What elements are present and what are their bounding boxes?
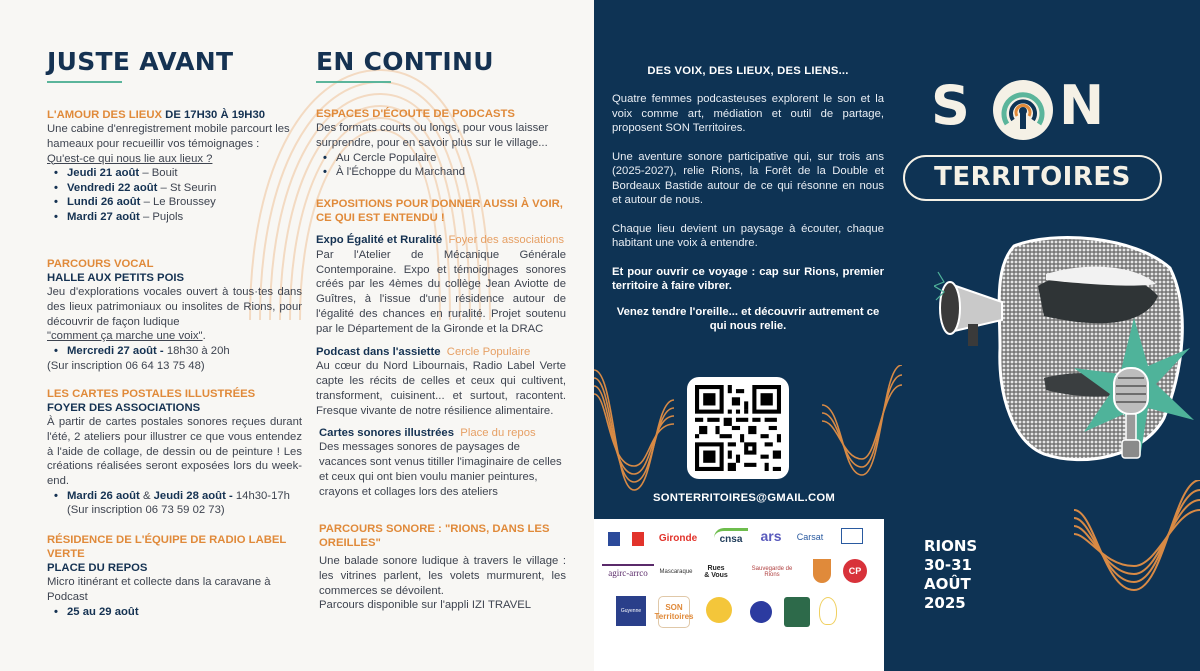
event-year: 2025 bbox=[924, 594, 966, 612]
partner-logos bbox=[594, 519, 884, 671]
list-item: • 25 au 29 août bbox=[54, 605, 302, 620]
list-item: • Au Cercle Populaire bbox=[323, 151, 566, 166]
amour-hours: DE 17H30 À 19H30 bbox=[162, 109, 266, 121]
parcours-vocal-section: PARCOURS VOCAL HALLE AUX PETITS POIS Jeu d'explorations vocales ouvert à tous·tes dans des lieux patrimoniaux ou insolites de Rions, pour découvrir de façon ludique "comment ça marche une voix". • Mercredi 27 août - 18h30 à 20h (Sur inscription 06 64 13 75 48) bbox=[47, 257, 302, 373]
program-panel bbox=[0, 0, 594, 671]
event-date bbox=[924, 537, 977, 613]
parcours-sonore-section bbox=[316, 522, 566, 613]
broadcast-icon bbox=[993, 80, 1053, 140]
podcasts-text: Des formats courts ou longs, pour vous laisser surprendre, pour en savoir plus sur le village... bbox=[316, 122, 549, 149]
logo-chant-libre bbox=[746, 597, 776, 627]
parcours-heading: PARCOURS SONORE : "RIONS, DANS LES OREILLES" bbox=[319, 523, 550, 549]
cartes-postales-section bbox=[47, 387, 302, 518]
logo-carsat: Carsat bbox=[796, 532, 824, 542]
list-item: • Vendredi 22 août – St Seurin bbox=[54, 181, 302, 196]
expo-item: Podcast dans l'assiette Cercle Populaire Au cœur du Nord Libournais, Radio Label Verte capte les récits de celles et ceux qui cultivent, transforment, cuisinent... et surtout, racontent. Fresque vivante de notre résilience alimentaire. bbox=[316, 345, 566, 417]
cartes-place: FOYER DES ASSOCIATIONS bbox=[47, 402, 201, 414]
parcours-text: Une balade sonore ludique à travers le village : les vitrines parlent, les volets murmurent, les commerces se dévoilent. bbox=[319, 555, 566, 597]
logo-son-territoires: SON Territoires bbox=[658, 596, 690, 628]
juste-avant-title: JUSTE AVANT bbox=[47, 47, 234, 76]
qr-code-icon bbox=[695, 385, 781, 471]
list-item: • Lundi 26 août – Le Broussey bbox=[54, 195, 302, 210]
podcasts-heading: ESPACES D'ÉCOUTE DE PODCASTS bbox=[316, 108, 515, 120]
logo-lacher-la-farandole bbox=[698, 593, 740, 627]
sound-wave-right-icon bbox=[822, 365, 902, 485]
presentation-text: DES VOIX, DES LIEUX, DES LIENS... Quatre femmes podcasteuses explorent le son et la voix comme art, médiation et outil de partage, proposent SON Territoires. Une aventure sonore participative qui, sur trois ans (2025-2027), relie Rions, la Forêt de la Double et Bordeaux Bastide autour de ce qui résonne en nous et autour de nous. Chaque lieu devient un paysage à écouter, chaque habitant une voix à entendre. Et pour ouvrir ce voyage : cap sur Rions, premier territoire à faire vibrer. Venez tendre l'oreille... et découvrir autrement ce qui nous relie. bbox=[612, 65, 884, 332]
expo-item: Expo Égalité et Ruralité Foyer des associations Par l'Atelier de Mécanique Générale Contemporaine. Expo et témoignages sonores créés par les 4èmes du collège Jean Aviotte de Guîtres, à l'issue d'une résidence autour de l'égalité des chances en ruralité. Projet soutenu par le Département de la Gironde et la DRAC bbox=[316, 234, 566, 335]
vocal-place: HALLE AUX PETITS POIS bbox=[47, 272, 185, 284]
podcasts-section bbox=[316, 107, 566, 180]
logo-ars: ars bbox=[760, 528, 782, 544]
amour-heading: L'AMOUR DES LIEUX bbox=[47, 109, 163, 121]
mouth-microphone-illustration-icon bbox=[934, 228, 1200, 480]
list-item: • Mardi 27 août – Pujols bbox=[54, 210, 302, 225]
residence-place: PLACE DU REPOS bbox=[47, 562, 148, 574]
event-place: RIONS bbox=[924, 537, 978, 555]
logo-rues-et-vous: Rues & Vous bbox=[704, 565, 728, 579]
territoires-badge: TERRITOIRES bbox=[903, 155, 1162, 201]
presentation-title: DES VOIX, DES LIEUX, DES LIENS... bbox=[647, 65, 849, 77]
expositions-heading: EXPOSITIONS POUR DONNER AUSSI À VOIR, CE QUI EST ENTENDU ! bbox=[316, 198, 563, 224]
logo-mascaraque: Mascaraque bbox=[659, 569, 693, 575]
sound-wave-bottom-icon bbox=[1074, 480, 1200, 600]
logo-gironde: Gironde bbox=[658, 532, 698, 544]
amour-des-lieux-section bbox=[47, 108, 302, 224]
residence-text: Micro itinérant et collecte dans la caravane à Podcast bbox=[47, 576, 271, 603]
logo-unknown-1 bbox=[841, 528, 863, 544]
vocal-text: Jeu d'explorations vocales ouvert à tous·tes dans des lieux patrimoniaux ou insolites de Rions, pour découvrir de façon ludique bbox=[47, 286, 302, 328]
list-item: • Jeudi 21 août – Bouit bbox=[54, 166, 302, 181]
amour-question-link: Qu'est-ce qui nous lie aux lieux ? bbox=[47, 152, 213, 165]
cartes-heading: LES CARTES POSTALES ILLUSTRÉES bbox=[47, 388, 256, 400]
vocal-link: "comment ça marche une voix" bbox=[47, 330, 203, 343]
en-continu-column bbox=[316, 0, 566, 612]
vocal-inscription: (Sur inscription 06 64 13 75 48) bbox=[47, 359, 205, 372]
title-underline bbox=[47, 81, 122, 83]
list-item: • Mardi 26 août & Jeudi 28 août - 14h30-17h (Sur inscription 06 73 59 02 73) bbox=[54, 489, 302, 518]
en-continu-title: EN CONTINU bbox=[316, 47, 494, 76]
contact-email[interactable]: SONTERRITOIRES@GMAIL.COM bbox=[653, 492, 835, 504]
cartes-text: À partir de cartes postales sonores reçues durant l'été, 2 ateliers pour illustrer ce que vous entendez à l'aide de collage, de dessin ou de peinture ! Les créations réalisées seront exposées lors du week-end. bbox=[47, 416, 302, 488]
logo-unknown-2 bbox=[819, 597, 837, 625]
residence-section bbox=[47, 533, 302, 619]
logo-republique-francaise bbox=[608, 528, 644, 550]
amour-dates-list bbox=[54, 166, 302, 224]
expositions-section bbox=[316, 197, 566, 500]
juste-avant-column bbox=[47, 0, 302, 618]
list-item: • À l'Échoppe du Marchand bbox=[323, 165, 566, 180]
logo-cnsa: cnsa bbox=[714, 528, 748, 548]
list-item: • Mercredi 27 août - 18h30 à 20h bbox=[54, 344, 302, 359]
logo-cp: CP bbox=[843, 559, 867, 583]
residence-heading: RÉSIDENCE DE L'ÉQUIPE DE RADIO LABEL VERTE bbox=[47, 534, 287, 560]
qr-code[interactable] bbox=[687, 377, 789, 479]
parcours-app: Parcours disponible sur l'appli IZI TRAVEL bbox=[319, 599, 532, 612]
event-days: 30-31 bbox=[924, 556, 972, 574]
event-month: AOÛT bbox=[924, 575, 971, 593]
cover-panel: DES VOIX, DES LIEUX, DES LIENS... Quatre femmes podcasteuses explorent le son et la voix comme art, médiation et outil de partage, proposent SON Territoires. Une aventure sonore participative qui, sur trois ans (2025-2027), relie Rions, la Forêt de la Double et Bordeaux Bastide autour de ce qui résonne en nous et autour de nous. Chaque lieu devient un paysage à écouter, chaque habitant une voix à entendre. Et pour ouvrir ce voyage : cap sur Rions, premier territoire à faire vibrer. Venez tendre l'oreille... et découvrir autrement ce qui nous relie. SONTERRITOIRES@GMAIL.COM Gironde cnsa ars Carsat agirc-arrco Mascaraque Rues & Vous Sauvegarde de Rions CP Guyenne SON Territoires S N TERRITOIRES RIONS 30-31 AOÛT 2025 bbox=[594, 0, 1200, 671]
logo-sauvegarde-rions: Sauvegarde de Rions bbox=[751, 566, 793, 578]
logo-label-verte bbox=[784, 597, 810, 627]
logo-blason-rions bbox=[813, 559, 831, 583]
logo-guyenne: Guyenne bbox=[616, 596, 646, 626]
sound-wave-left-icon bbox=[594, 360, 674, 510]
expo-item: Cartes sonores illustrées Place du repos Des messages sonores de paysages de vacances sont venus titiller l'imaginaire de celles et ceux qui ont bien voulu manier peintures, crayons et collages lors des ateliers bbox=[319, 426, 562, 498]
logo-agirc-arrco: agirc-arrco bbox=[602, 564, 654, 580]
title-underline bbox=[316, 81, 391, 83]
amour-text: Une cabine d'enregistrement mobile parcourt les hameaux pour recueillir vos témoignages : bbox=[47, 123, 290, 150]
vocal-heading: PARCOURS VOCAL bbox=[47, 258, 154, 270]
